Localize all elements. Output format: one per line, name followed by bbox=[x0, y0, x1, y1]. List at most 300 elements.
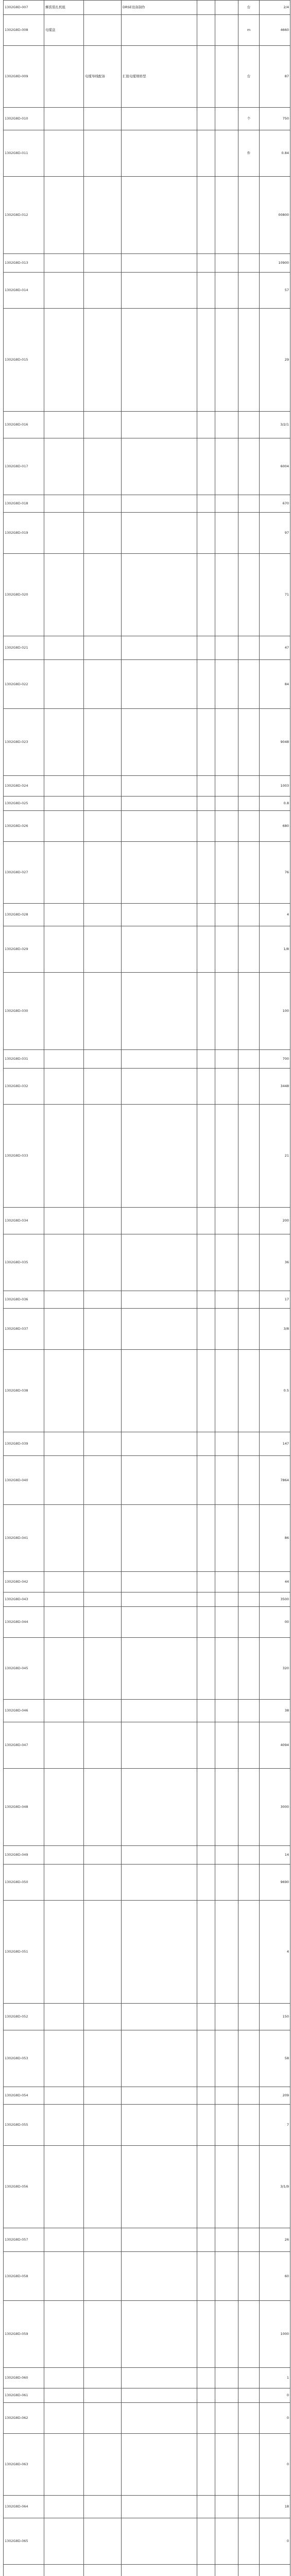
table-cell bbox=[44, 2368, 84, 2388]
table-cell bbox=[238, 438, 260, 495]
table-row bbox=[4, 1769, 290, 1846]
table-row bbox=[4, 2228, 290, 2252]
table-row bbox=[4, 796, 290, 811]
table-cell bbox=[197, 636, 215, 660]
table-cell bbox=[44, 2496, 84, 2518]
table-cell bbox=[197, 1700, 215, 1722]
table-cell bbox=[215, 811, 238, 842]
table-cell: 57 bbox=[260, 273, 290, 309]
table-cell: 1302G8D-030 bbox=[4, 973, 44, 1050]
table-cell: 1302G8D-053 bbox=[4, 2030, 44, 2087]
table-cell: 1302G8D-011 bbox=[4, 130, 44, 177]
table-cell bbox=[44, 2518, 84, 2565]
table-cell bbox=[84, 438, 122, 495]
table-cell bbox=[84, 130, 122, 177]
table-cell bbox=[238, 2252, 260, 2301]
table-cell bbox=[215, 1505, 238, 1572]
table-cell bbox=[197, 2004, 215, 2030]
table-cell: 1302G8D-033 bbox=[4, 1105, 44, 1208]
table-cell bbox=[84, 1309, 122, 1350]
table-cell bbox=[197, 2434, 215, 2496]
table-cell bbox=[238, 554, 260, 636]
table-row bbox=[4, 1607, 290, 1638]
table-row bbox=[4, 1105, 290, 1208]
table-cell bbox=[122, 904, 197, 926]
table-cell bbox=[197, 904, 215, 926]
table-cell: 1000 bbox=[260, 2301, 290, 2368]
table-cell bbox=[84, 1638, 122, 1700]
table-cell bbox=[44, 1572, 84, 1592]
table-row bbox=[4, 1234, 290, 1291]
table-cell: 100 bbox=[260, 973, 290, 1050]
table-cell bbox=[44, 973, 84, 1050]
table-cell bbox=[84, 2368, 122, 2388]
table-cell: 1302G8D-056 bbox=[4, 2146, 44, 2228]
table-row bbox=[4, 1505, 290, 1572]
table-cell bbox=[44, 1069, 84, 1105]
table-cell: 1302G8D-012 bbox=[4, 177, 44, 254]
table-cell: 电缆盘 bbox=[44, 15, 84, 46]
table-cell bbox=[197, 1050, 215, 1069]
table-cell bbox=[197, 1638, 215, 1700]
table-cell: 7864 bbox=[260, 1456, 290, 1505]
table-cell: 670 bbox=[260, 495, 290, 513]
table-cell bbox=[215, 709, 238, 776]
table-cell bbox=[122, 1865, 197, 1901]
table-cell bbox=[197, 1901, 215, 2004]
table-cell bbox=[197, 130, 215, 177]
table-cell bbox=[84, 1592, 122, 1607]
table-cell bbox=[215, 177, 238, 254]
table-row bbox=[4, 2434, 290, 2496]
table-cell: 1302G8D-008 bbox=[4, 15, 44, 46]
table-cell: 1302G8D-051 bbox=[4, 1901, 44, 2004]
table-cell bbox=[238, 1722, 260, 1769]
table-cell: 电缆导线配备 bbox=[84, 46, 122, 108]
table-cell bbox=[84, 1722, 122, 1769]
table-cell bbox=[84, 2388, 122, 2403]
table-cell bbox=[197, 1309, 215, 1350]
table-cell bbox=[197, 842, 215, 904]
table-cell bbox=[84, 2087, 122, 2105]
table-cell: 0.84 bbox=[260, 130, 290, 177]
table-cell bbox=[215, 309, 238, 412]
table-cell bbox=[215, 1607, 238, 1638]
table-cell: 1302G8D-020 bbox=[4, 554, 44, 636]
table-cell: 1302G8D-007 bbox=[4, 1, 44, 15]
table-cell bbox=[122, 2565, 197, 2576]
table-cell: 1302G8D-038 bbox=[4, 1350, 44, 1432]
table-cell bbox=[197, 1572, 215, 1592]
table-cell bbox=[197, 46, 215, 108]
table-cell bbox=[122, 1846, 197, 1865]
table-cell bbox=[215, 776, 238, 796]
table-row bbox=[4, 709, 290, 776]
table-cell bbox=[122, 177, 197, 254]
product-table bbox=[3, 0, 290, 2576]
table-cell: 1302G8D-061 bbox=[4, 2388, 44, 2403]
table-cell bbox=[215, 254, 238, 273]
table-cell bbox=[238, 636, 260, 660]
table-cell bbox=[238, 2146, 260, 2228]
table-cell: 84 bbox=[260, 660, 290, 709]
table-cell bbox=[44, 1105, 84, 1208]
table-cell: 1302G8D-054 bbox=[4, 2087, 44, 2105]
table-cell bbox=[44, 1234, 84, 1291]
table-cell bbox=[238, 2228, 260, 2252]
table-cell bbox=[122, 796, 197, 811]
table-cell bbox=[44, 1607, 84, 1638]
table-cell bbox=[44, 1722, 84, 1769]
table-cell: 26 bbox=[260, 2228, 290, 2252]
table-cell bbox=[197, 776, 215, 796]
table-cell bbox=[44, 2146, 84, 2228]
table-cell: 1302G8D-065 bbox=[4, 2518, 44, 2565]
table-cell bbox=[122, 1350, 197, 1432]
table-cell bbox=[122, 15, 197, 46]
table-cell: 76 bbox=[260, 842, 290, 904]
table-cell bbox=[197, 412, 215, 438]
table-cell bbox=[238, 926, 260, 973]
table-row bbox=[4, 660, 290, 709]
table-row bbox=[4, 1638, 290, 1700]
table-cell bbox=[197, 15, 215, 46]
table-cell: 9690 bbox=[260, 1865, 290, 1901]
table-cell bbox=[84, 904, 122, 926]
table-cell bbox=[238, 2565, 260, 2576]
table-cell bbox=[215, 108, 238, 130]
table-cell bbox=[197, 2228, 215, 2252]
table-cell bbox=[84, 2496, 122, 2518]
table-cell bbox=[44, 1700, 84, 1722]
table-cell bbox=[44, 842, 84, 904]
table-cell bbox=[44, 513, 84, 554]
table-cell bbox=[44, 495, 84, 513]
table-cell: 87 bbox=[260, 46, 290, 108]
table-cell bbox=[84, 2301, 122, 2368]
table-cell bbox=[238, 2004, 260, 2030]
table-cell bbox=[44, 904, 84, 926]
table-cell: 1302G8D-057 bbox=[4, 2228, 44, 2252]
table-cell: 7 bbox=[260, 2105, 290, 2146]
table-row bbox=[4, 2087, 290, 2105]
table-cell bbox=[238, 254, 260, 273]
table-cell bbox=[197, 811, 215, 842]
table-cell: 60 bbox=[260, 2252, 290, 2301]
table-cell: 1302G8D-060 bbox=[4, 2368, 44, 2388]
table-cell bbox=[4, 2565, 44, 2576]
table-cell bbox=[122, 273, 197, 309]
table-cell bbox=[84, 1291, 122, 1309]
table-cell bbox=[238, 513, 260, 554]
table-cell bbox=[84, 2403, 122, 2434]
table-cell bbox=[197, 2105, 215, 2146]
table-cell: 4 bbox=[260, 1901, 290, 2004]
table-cell bbox=[122, 309, 197, 412]
table-cell bbox=[238, 842, 260, 904]
table-cell bbox=[238, 1105, 260, 1208]
table-cell bbox=[84, 709, 122, 776]
table-cell bbox=[215, 2030, 238, 2087]
table-cell bbox=[44, 1050, 84, 1069]
table-row bbox=[4, 254, 290, 273]
table-cell: 1302G8D-046 bbox=[4, 1700, 44, 1722]
table-cell bbox=[122, 2368, 197, 2388]
table-cell bbox=[238, 1050, 260, 1069]
table-cell bbox=[44, 309, 84, 412]
table-row bbox=[4, 46, 290, 108]
table-cell bbox=[122, 2301, 197, 2368]
table-cell bbox=[238, 776, 260, 796]
table-cell: 1302G8D-029 bbox=[4, 926, 44, 973]
table-cell bbox=[215, 2252, 238, 2301]
table-cell: 1302G8D-062 bbox=[4, 2403, 44, 2434]
table-cell bbox=[84, 273, 122, 309]
table-cell bbox=[215, 513, 238, 554]
table-cell: 97 bbox=[260, 513, 290, 554]
table-cell: 1302G8D-064 bbox=[4, 2496, 44, 2518]
table-cell: 0.5 bbox=[260, 1350, 290, 1432]
table-cell bbox=[122, 2403, 197, 2434]
table-cell bbox=[84, 15, 122, 46]
table-cell bbox=[122, 2496, 197, 2518]
table-cell bbox=[197, 1105, 215, 1208]
table-cell: 1302G8D-026 bbox=[4, 811, 44, 842]
table-cell: 1302G8D-019 bbox=[4, 513, 44, 554]
table-cell bbox=[84, 1456, 122, 1505]
table-row bbox=[4, 177, 290, 254]
table-cell bbox=[215, 1, 238, 15]
table-cell: 1302G8D-015 bbox=[4, 309, 44, 412]
table-cell: 1302G8D-052 bbox=[4, 2004, 44, 2030]
table-cell: 14 bbox=[260, 1846, 290, 1865]
table-cell: 3/1/9 bbox=[260, 2146, 290, 2228]
table-cell bbox=[44, 776, 84, 796]
table-cell bbox=[122, 1722, 197, 1769]
table-cell bbox=[197, 1769, 215, 1846]
table-cell bbox=[122, 2252, 197, 2301]
table-cell bbox=[44, 2030, 84, 2087]
table-cell: 0 bbox=[260, 2403, 290, 2434]
table-cell bbox=[44, 2087, 84, 2105]
table-cell bbox=[44, 660, 84, 709]
table-cell bbox=[197, 1, 215, 15]
table-cell bbox=[238, 1865, 260, 1901]
table-cell bbox=[215, 2087, 238, 2105]
table-cell bbox=[122, 776, 197, 796]
table-cell: 3000 bbox=[260, 1769, 290, 1846]
table-cell bbox=[197, 108, 215, 130]
table-cell bbox=[197, 2403, 215, 2434]
table-cell bbox=[122, 554, 197, 636]
table-cell bbox=[122, 2388, 197, 2403]
table-cell bbox=[44, 177, 84, 254]
table-cell bbox=[84, 1050, 122, 1069]
table-cell bbox=[44, 46, 84, 108]
table-cell bbox=[215, 2004, 238, 2030]
table-cell bbox=[44, 1456, 84, 1505]
table-cell bbox=[84, 811, 122, 842]
table-cell bbox=[122, 1592, 197, 1607]
table-row bbox=[4, 1572, 290, 1592]
table-cell bbox=[197, 1505, 215, 1572]
table-cell bbox=[238, 2105, 260, 2146]
table-cell: 1302G8D-010 bbox=[4, 108, 44, 130]
table-row bbox=[4, 1700, 290, 1722]
table-cell: 1302G8D-022 bbox=[4, 660, 44, 709]
table-cell bbox=[84, 1700, 122, 1722]
table-cell: 200 bbox=[260, 1208, 290, 1234]
table-row bbox=[4, 438, 290, 495]
table-row bbox=[4, 1846, 290, 1865]
table-cell bbox=[122, 1505, 197, 1572]
table-cell: 台 bbox=[238, 1, 260, 15]
table-cell bbox=[122, 2146, 197, 2228]
table-cell: 1302G8D-049 bbox=[4, 1846, 44, 1865]
table-cell bbox=[197, 2368, 215, 2388]
table-cell: 1302G8D-047 bbox=[4, 1722, 44, 1769]
table-cell bbox=[84, 309, 122, 412]
table-cell: 1302G8D-031 bbox=[4, 1050, 44, 1069]
table-cell bbox=[238, 1350, 260, 1432]
table-cell bbox=[44, 2105, 84, 2146]
table-cell bbox=[260, 2565, 290, 2576]
table-cell bbox=[238, 177, 260, 254]
table-cell bbox=[122, 1105, 197, 1208]
table-cell bbox=[84, 2146, 122, 2228]
table-cell bbox=[215, 904, 238, 926]
table-cell bbox=[122, 842, 197, 904]
table-cell: 0 bbox=[260, 2434, 290, 2496]
table-cell bbox=[44, 108, 84, 130]
table-row bbox=[4, 1, 290, 15]
table-cell bbox=[122, 1069, 197, 1105]
table-cell: 00800 bbox=[260, 177, 290, 254]
table-cell bbox=[215, 636, 238, 660]
table-cell bbox=[197, 1592, 215, 1607]
table-row bbox=[4, 1291, 290, 1309]
table-cell bbox=[44, 1846, 84, 1865]
table-cell bbox=[197, 2388, 215, 2403]
table-cell bbox=[44, 2565, 84, 2576]
table-cell bbox=[238, 660, 260, 709]
table-cell bbox=[238, 1572, 260, 1592]
table-cell bbox=[122, 108, 197, 130]
table-cell bbox=[122, 1291, 197, 1309]
table-cell bbox=[44, 2301, 84, 2368]
table-cell: 17 bbox=[260, 1291, 290, 1309]
table-row bbox=[4, 2301, 290, 2368]
table-row bbox=[4, 1865, 290, 1901]
table-cell bbox=[122, 1607, 197, 1638]
table-cell bbox=[215, 1638, 238, 1700]
table-cell bbox=[215, 1865, 238, 1901]
table-cell: 1302G8D-032 bbox=[4, 1069, 44, 1105]
table-cell bbox=[238, 2403, 260, 2434]
table-cell bbox=[44, 1208, 84, 1234]
table-cell bbox=[122, 254, 197, 273]
table-cell bbox=[122, 2228, 197, 2252]
table-cell bbox=[238, 1234, 260, 1291]
table-cell bbox=[238, 2496, 260, 2518]
table-cell bbox=[238, 904, 260, 926]
table-cell bbox=[238, 2434, 260, 2496]
table-cell bbox=[238, 796, 260, 811]
table-cell bbox=[197, 709, 215, 776]
table-cell: 1302G8D-021 bbox=[4, 636, 44, 660]
table-cell: 1302G8D-063 bbox=[4, 2434, 44, 2496]
table-cell bbox=[122, 660, 197, 709]
table-cell bbox=[84, 412, 122, 438]
table-row bbox=[4, 2030, 290, 2087]
table-cell: 18 bbox=[260, 2496, 290, 2518]
table-cell bbox=[122, 130, 197, 177]
table-cell bbox=[122, 495, 197, 513]
table-cell bbox=[44, 130, 84, 177]
table-cell: 1302G8D-018 bbox=[4, 495, 44, 513]
table-cell bbox=[197, 1722, 215, 1769]
table-cell bbox=[122, 1208, 197, 1234]
table-cell bbox=[122, 2004, 197, 2030]
table-cell: 4094 bbox=[260, 1722, 290, 1769]
table-cell: 1/8 bbox=[260, 926, 290, 973]
table-cell bbox=[238, 1901, 260, 2004]
table-cell bbox=[238, 2518, 260, 2565]
table-cell bbox=[84, 2565, 122, 2576]
table-cell bbox=[215, 412, 238, 438]
table-cell bbox=[215, 273, 238, 309]
table-cell bbox=[238, 1638, 260, 1700]
table-row bbox=[4, 926, 290, 973]
table-cell bbox=[84, 2030, 122, 2087]
table-row bbox=[4, 2403, 290, 2434]
table-cell bbox=[215, 1105, 238, 1208]
table-cell: 1302G8D-059 bbox=[4, 2301, 44, 2368]
table-cell bbox=[84, 1069, 122, 1105]
table-cell: 47 bbox=[260, 636, 290, 660]
table-cell bbox=[84, 776, 122, 796]
table-cell bbox=[197, 2146, 215, 2228]
table-cell bbox=[197, 1291, 215, 1309]
document-page bbox=[3, 0, 288, 2576]
table-cell bbox=[84, 926, 122, 973]
table-cell bbox=[84, 2518, 122, 2565]
table-cell bbox=[84, 2434, 122, 2496]
table-cell: 1302G8D-050 bbox=[4, 1865, 44, 1901]
table-cell: 1302G8D-036 bbox=[4, 1291, 44, 1309]
table-row bbox=[4, 1069, 290, 1105]
table-cell bbox=[84, 973, 122, 1050]
table-row bbox=[4, 776, 290, 796]
table-cell bbox=[215, 926, 238, 973]
table-cell bbox=[197, 513, 215, 554]
table-cell: 71 bbox=[260, 554, 290, 636]
table-cell bbox=[44, 796, 84, 811]
table-cell bbox=[215, 2146, 238, 2228]
table-cell bbox=[122, 2030, 197, 2087]
table-cell bbox=[44, 1769, 84, 1846]
table-cell bbox=[197, 926, 215, 973]
table-cell bbox=[122, 709, 197, 776]
table-cell: 3/2/1 bbox=[260, 412, 290, 438]
table-cell: 1302G8D-058 bbox=[4, 2252, 44, 2301]
table-cell bbox=[197, 2087, 215, 2105]
table-cell bbox=[44, 2403, 84, 2434]
table-cell: 汇报电缆规格型 bbox=[122, 46, 197, 108]
table-cell bbox=[238, 1592, 260, 1607]
table-cell bbox=[215, 1846, 238, 1865]
table-row bbox=[4, 904, 290, 926]
